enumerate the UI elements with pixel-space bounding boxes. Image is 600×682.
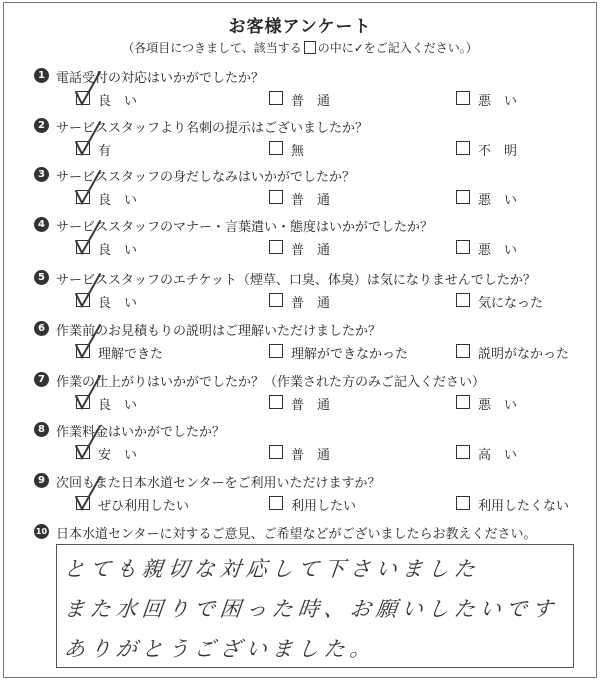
checkbox[interactable]	[76, 141, 90, 155]
checkbox[interactable]	[76, 395, 90, 409]
checkbox[interactable]	[269, 496, 283, 510]
question-number: 3	[34, 167, 49, 182]
question-number: 4	[34, 217, 49, 232]
checkbox[interactable]	[269, 190, 283, 204]
question-number: 1	[34, 68, 49, 83]
option-label: 良 い	[98, 296, 138, 311]
instruction-text-before: （各項目につきまして、該当する	[122, 41, 302, 55]
question-text: サービススタッフのエチケット（煙草、口臭、体臭）は気になりませんでしたか？	[56, 273, 536, 288]
checkbox[interactable]	[269, 445, 283, 459]
checkbox[interactable]	[269, 240, 283, 254]
option-label: 普 通	[291, 448, 331, 463]
option-label: 理解できた	[98, 347, 164, 362]
handwritten-comment-line-2: また水回りで困った時、お願いしたいです	[62, 597, 560, 621]
option-label: 理解ができなかった	[291, 347, 409, 362]
question-number: 9	[34, 473, 49, 488]
handwritten-comment-line-1: とても親切な対応して下さいました	[62, 557, 482, 581]
checkbox[interactable]	[456, 91, 470, 105]
option-label: 普 通	[291, 243, 331, 258]
option-label: 高 い	[478, 448, 518, 463]
option-label: 良 い	[98, 243, 138, 258]
checkbox[interactable]	[76, 445, 90, 459]
option-label: ぜひ利用したい	[98, 499, 190, 514]
option-label: 無	[291, 144, 305, 159]
instruction-text-middle: の中に	[317, 41, 354, 55]
question-number: 10	[34, 524, 49, 539]
question-number: 5	[34, 270, 49, 285]
checkbox[interactable]	[456, 445, 470, 459]
option-label: 普 通	[291, 193, 331, 208]
question-text: サービススタッフより名刺の提示はございましたか？	[56, 121, 369, 136]
checkbox[interactable]	[456, 496, 470, 510]
question-text: 作業前のお見積もりの説明はご理解いただけましたか？	[56, 324, 382, 339]
checkbox[interactable]	[456, 240, 470, 254]
option-label: 普 通	[291, 296, 331, 311]
survey-title: お客様アンケート	[228, 17, 372, 37]
checkbox-sample-icon	[304, 41, 316, 54]
checkbox[interactable]	[456, 395, 470, 409]
option-label: 良 い	[98, 94, 138, 109]
question-text: 作業の仕上がりはいかがでしたか？（作業された方のみご記入ください）	[56, 375, 486, 390]
checkbox[interactable]	[456, 190, 470, 204]
question-text: 作業料金はいかがでしたか？	[56, 425, 226, 440]
option-label: 普 通	[291, 94, 331, 109]
check-mark-icon: ✓	[353, 41, 364, 55]
instruction-text-after: をご記入ください。）	[363, 41, 478, 55]
checkbox[interactable]	[269, 293, 283, 307]
checkbox[interactable]	[76, 293, 90, 307]
question-text: 日本水道センターに対するご意見、ご希望などがございましたらお教えください。	[56, 527, 537, 542]
instruction-line	[4, 39, 596, 56]
checkbox[interactable]	[456, 141, 470, 155]
checkbox[interactable]	[269, 91, 283, 105]
checkbox[interactable]	[269, 344, 283, 358]
checkbox[interactable]	[76, 91, 90, 105]
option-label: 有	[98, 144, 112, 159]
question-number: 6	[34, 321, 49, 336]
option-label: 普 通	[291, 398, 331, 413]
checkbox[interactable]	[76, 496, 90, 510]
option-label: 悪 い	[478, 243, 518, 258]
option-label: 悪 い	[478, 94, 518, 109]
checkbox[interactable]	[269, 395, 283, 409]
question-text: 電話受付の対応はいかがでしたか？	[56, 71, 265, 86]
question-number: 7	[34, 372, 49, 387]
option-label: 悪 い	[478, 193, 518, 208]
checkbox[interactable]	[76, 344, 90, 358]
option-label: 説明がなかった	[478, 347, 570, 362]
question-number: 8	[34, 422, 49, 437]
option-label: 良 い	[98, 398, 138, 413]
checkbox[interactable]	[269, 141, 283, 155]
checkbox[interactable]	[76, 190, 90, 204]
question-text: サービススタッフのマナー・言葉遣い・態度はいかがでしたか？	[56, 220, 434, 235]
question-text: サービススタッフの身だしなみはいかがでしたか？	[56, 170, 356, 185]
option-label: 利用したい	[291, 499, 357, 514]
handwritten-comment-line-3: ありがとうございました。	[62, 637, 378, 661]
option-label: 利用したくない	[478, 499, 570, 514]
survey-sheet	[3, 2, 597, 678]
checkbox[interactable]	[456, 344, 470, 358]
option-label: 良 い	[98, 193, 138, 208]
option-label: 悪 い	[478, 398, 518, 413]
question-number: 2	[34, 118, 49, 133]
checkbox[interactable]	[456, 293, 470, 307]
option-label: 気になった	[478, 296, 544, 311]
option-label: 安 い	[98, 448, 138, 463]
checkbox[interactable]	[76, 240, 90, 254]
option-label: 不 明	[478, 144, 518, 159]
question-text: 次回もまた日本水道センターをご利用いただけますか？	[56, 476, 381, 491]
